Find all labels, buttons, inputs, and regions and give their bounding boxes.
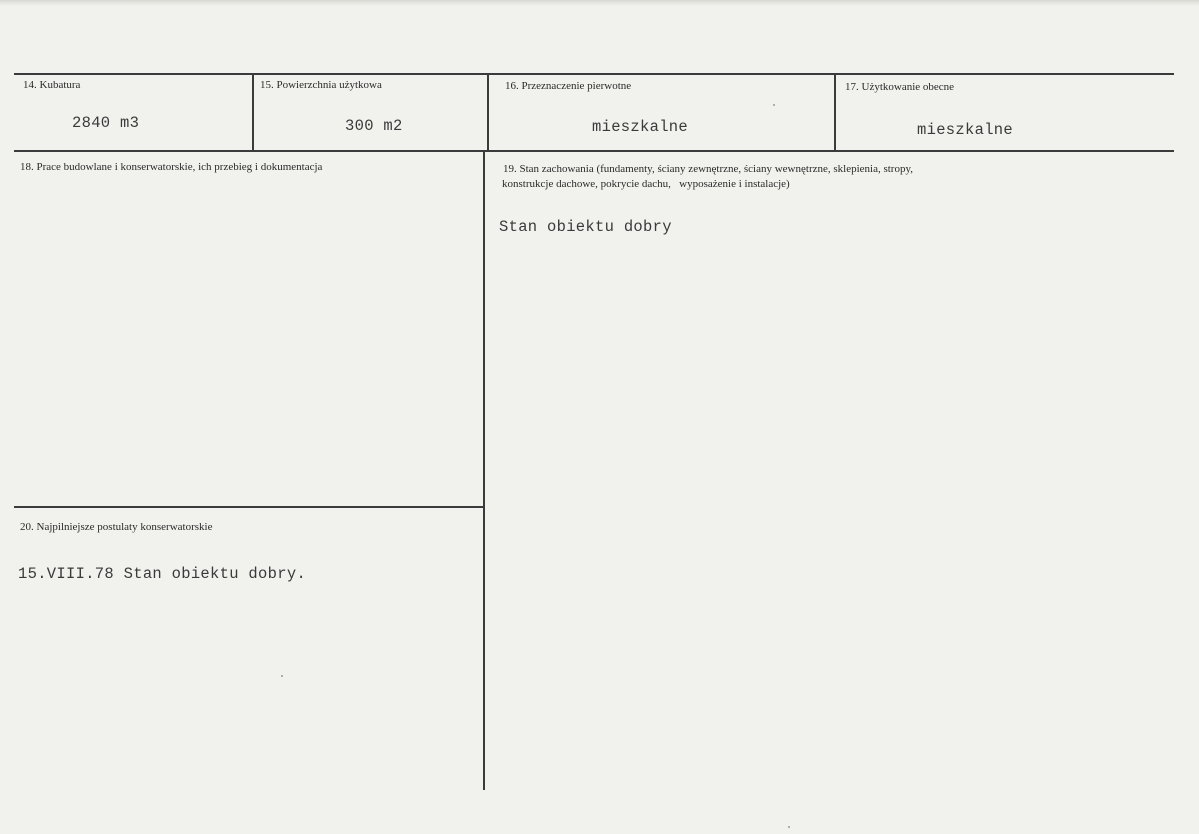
field-14-label: 14. Kubatura: [23, 79, 81, 91]
field-14-value: 2840 m3: [72, 114, 140, 132]
field-16-label: 16. Przeznaczenie pierwotne: [505, 80, 632, 92]
section18-bottom-rule: [14, 506, 485, 508]
field-20-label: 20. Najpilniejsze postulaty konserwatorskie: [20, 521, 213, 533]
field-19-label-line1: 19. Stan zachowania (fundamenty, ściany zewnętrzne, ściany wewnętrzne, sklepienia, stropy,: [503, 163, 914, 175]
top-rule: [14, 73, 1174, 75]
field-20-value: 15.VIII.78 Stan obiektu dobry.: [18, 565, 307, 583]
field-17-label: 17. Użytkowanie obecne: [845, 81, 955, 93]
divider-16-17: [834, 74, 836, 151]
row1-bottom-rule: [14, 150, 1174, 152]
paper-speck: [773, 104, 775, 106]
paper-speck: [788, 826, 790, 828]
main-column-divider: [483, 151, 485, 790]
field-17-value: mieszkalne: [917, 121, 1014, 139]
field-19-label-line2: konstrukcje dachowe, pokrycie dachu, wyposażenie i instalacje): [502, 178, 790, 190]
field-15-label: 15. Powierzchnia użytkowa: [260, 79, 382, 91]
paper-speck: [281, 675, 283, 677]
field-18-label: 18. Prace budowlane i konserwatorskie, ich przebieg i dokumentacja: [20, 161, 323, 173]
field-15-value: 300 m2: [345, 117, 403, 135]
divider-15-16: [487, 74, 489, 151]
card-top-edge: [0, 0, 1199, 6]
field-19-value: Stan obiektu dobry: [499, 218, 672, 236]
divider-14-15: [252, 74, 254, 151]
field-16-value: mieszkalne: [592, 118, 689, 136]
